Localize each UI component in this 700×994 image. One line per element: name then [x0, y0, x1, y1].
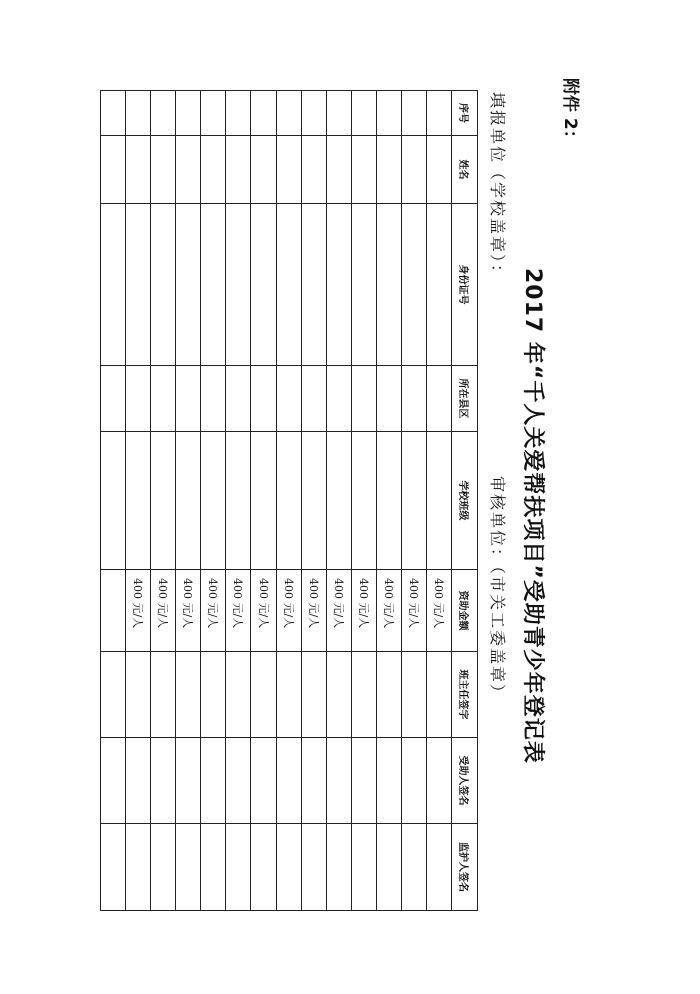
col-guardian-sign: 监护人签名 — [452, 824, 478, 911]
col-recipient-sign: 受助人签名 — [452, 738, 478, 824]
cell-recipient-sign — [301, 738, 326, 824]
cell-id — [426, 204, 451, 366]
cell-amount: 400 元/人 — [351, 570, 376, 652]
cell-name — [251, 136, 276, 204]
cell-teacher-sign — [101, 652, 126, 738]
cell-amount: 400 元/人 — [201, 570, 226, 652]
table-row — [251, 91, 276, 911]
cell-id — [326, 204, 351, 366]
cell-teacher-sign — [176, 652, 201, 738]
col-school-class: 学校班级 — [452, 432, 478, 570]
table-row — [401, 91, 426, 911]
cell-seq — [226, 91, 251, 136]
cell-seq — [126, 91, 151, 136]
cell-recipient-sign — [126, 738, 151, 824]
cell-amount: 400 元/人 — [226, 570, 251, 652]
cell-seq — [426, 91, 451, 136]
cell-recipient-sign — [376, 738, 401, 824]
cell-district — [101, 366, 126, 432]
cell-school-class — [376, 432, 401, 570]
cell-district — [326, 366, 351, 432]
table-row — [276, 91, 301, 911]
cell-id — [301, 204, 326, 366]
cell-seq — [176, 91, 201, 136]
cell-id — [151, 204, 176, 366]
cell-teacher-sign — [226, 652, 251, 738]
cell-district — [426, 366, 451, 432]
cell-guardian-sign — [276, 824, 301, 911]
cell-recipient-sign — [226, 738, 251, 824]
cell-name — [301, 136, 326, 204]
col-amount: 资助金额 — [452, 570, 478, 652]
cell-school-class — [201, 432, 226, 570]
cell-recipient-sign — [426, 738, 451, 824]
cell-seq — [376, 91, 401, 136]
cell-name — [101, 136, 126, 204]
col-district: 所在县区 — [452, 366, 478, 432]
cell-recipient-sign — [176, 738, 201, 824]
cell-seq — [401, 91, 426, 136]
cell-district — [351, 366, 376, 432]
col-seq: 序号 — [452, 91, 478, 136]
cell-district — [176, 366, 201, 432]
col-teacher-sign: 班主任签字 — [452, 652, 478, 738]
cell-teacher-sign — [151, 652, 176, 738]
cell-school-class — [151, 432, 176, 570]
cell-district — [226, 366, 251, 432]
cell-guardian-sign — [251, 824, 276, 911]
table-row — [101, 91, 126, 911]
cell-recipient-sign — [326, 738, 351, 824]
cell-seq — [351, 91, 376, 136]
cell-school-class — [401, 432, 426, 570]
table-row — [326, 91, 351, 911]
cell-amount: 400 元/人 — [326, 570, 351, 652]
cell-teacher-sign — [201, 652, 226, 738]
cell-teacher-sign — [126, 652, 151, 738]
filler-unit-label: 填报单位（学校盖章）： — [488, 92, 507, 283]
cell-recipient-sign — [351, 738, 376, 824]
cell-district — [151, 366, 176, 432]
cell-recipient-sign — [151, 738, 176, 824]
cell-teacher-sign — [301, 652, 326, 738]
cell-amount: 400 元/人 — [251, 570, 276, 652]
table-row — [226, 91, 251, 911]
cell-seq — [251, 91, 276, 136]
cell-id — [201, 204, 226, 366]
cell-teacher-sign — [251, 652, 276, 738]
registration-table — [100, 90, 478, 911]
cell-guardian-sign — [301, 824, 326, 911]
attachment-label: 附件 2： — [560, 78, 580, 147]
cell-district — [126, 366, 151, 432]
cell-guardian-sign — [176, 824, 201, 911]
table-row — [151, 91, 176, 911]
cell-guardian-sign — [151, 824, 176, 911]
cell-guardian-sign — [226, 824, 251, 911]
cell-school-class — [276, 432, 301, 570]
cell-guardian-sign — [126, 824, 151, 911]
cell-amount: 400 元/人 — [126, 570, 151, 652]
col-name: 姓名 — [452, 136, 478, 204]
cell-guardian-sign — [376, 824, 401, 911]
cell-teacher-sign — [401, 652, 426, 738]
cell-amount: 400 元/人 — [176, 570, 201, 652]
cell-teacher-sign — [276, 652, 301, 738]
cell-school-class — [426, 432, 451, 570]
cell-name — [276, 136, 301, 204]
cell-name — [376, 136, 401, 204]
cell-guardian-sign — [426, 824, 451, 911]
cell-school-class — [326, 432, 351, 570]
cell-teacher-sign — [351, 652, 376, 738]
cell-seq — [326, 91, 351, 136]
cell-amount: 400 元/人 — [376, 570, 401, 652]
table-body — [101, 91, 452, 911]
table-row — [126, 91, 151, 911]
cell-id — [276, 204, 301, 366]
cell-name — [151, 136, 176, 204]
cell-name — [426, 136, 451, 204]
table-row — [351, 91, 376, 911]
cell-seq — [101, 91, 126, 136]
cell-district — [201, 366, 226, 432]
approver-unit-label: 审核单位：（市关工委盖章） — [488, 476, 507, 703]
table-row — [176, 91, 201, 911]
cell-school-class — [251, 432, 276, 570]
cell-district — [251, 366, 276, 432]
page-title: 2017 年“千人关爱帮扶项目”受助青少年登记表 — [520, 268, 545, 764]
cell-recipient-sign — [401, 738, 426, 824]
cell-guardian-sign — [201, 824, 226, 911]
cell-amount: 400 元/人 — [276, 570, 301, 652]
cell-teacher-sign — [376, 652, 401, 738]
cell-school-class — [301, 432, 326, 570]
cell-id — [226, 204, 251, 366]
cell-district — [276, 366, 301, 432]
cell-amount: 400 元/人 — [426, 570, 451, 652]
cell-name — [201, 136, 226, 204]
cell-district — [376, 366, 401, 432]
col-id: 身份证号 — [452, 204, 478, 366]
cell-school-class — [101, 432, 126, 570]
cell-id — [126, 204, 151, 366]
table-row — [376, 91, 401, 911]
cell-name — [176, 136, 201, 204]
cell-name — [351, 136, 376, 204]
cell-teacher-sign — [426, 652, 451, 738]
cell-recipient-sign — [251, 738, 276, 824]
cell-name — [126, 136, 151, 204]
cell-district — [401, 366, 426, 432]
cell-seq — [201, 91, 226, 136]
table-row — [301, 91, 326, 911]
cell-id — [401, 204, 426, 366]
cell-district — [301, 366, 326, 432]
cell-recipient-sign — [101, 738, 126, 824]
cell-seq — [301, 91, 326, 136]
cell-school-class — [126, 432, 151, 570]
cell-seq — [276, 91, 301, 136]
cell-id — [101, 204, 126, 366]
cell-school-class — [351, 432, 376, 570]
cell-teacher-sign — [326, 652, 351, 738]
cell-school-class — [176, 432, 201, 570]
cell-guardian-sign — [101, 824, 126, 911]
cell-id — [251, 204, 276, 366]
cell-name — [401, 136, 426, 204]
cell-recipient-sign — [276, 738, 301, 824]
table-header-row — [452, 91, 478, 911]
cell-amount: 400 元/人 — [401, 570, 426, 652]
cell-amount — [101, 570, 126, 652]
cell-guardian-sign — [401, 824, 426, 911]
cell-name — [326, 136, 351, 204]
cell-guardian-sign — [351, 824, 376, 911]
table-row — [426, 91, 451, 911]
cell-id — [176, 204, 201, 366]
cell-amount: 400 元/人 — [151, 570, 176, 652]
table-row — [201, 91, 226, 911]
cell-amount: 400 元/人 — [301, 570, 326, 652]
cell-name — [226, 136, 251, 204]
cell-guardian-sign — [326, 824, 351, 911]
cell-recipient-sign — [201, 738, 226, 824]
cell-school-class — [226, 432, 251, 570]
cell-id — [351, 204, 376, 366]
cell-seq — [151, 91, 176, 136]
cell-id — [376, 204, 401, 366]
